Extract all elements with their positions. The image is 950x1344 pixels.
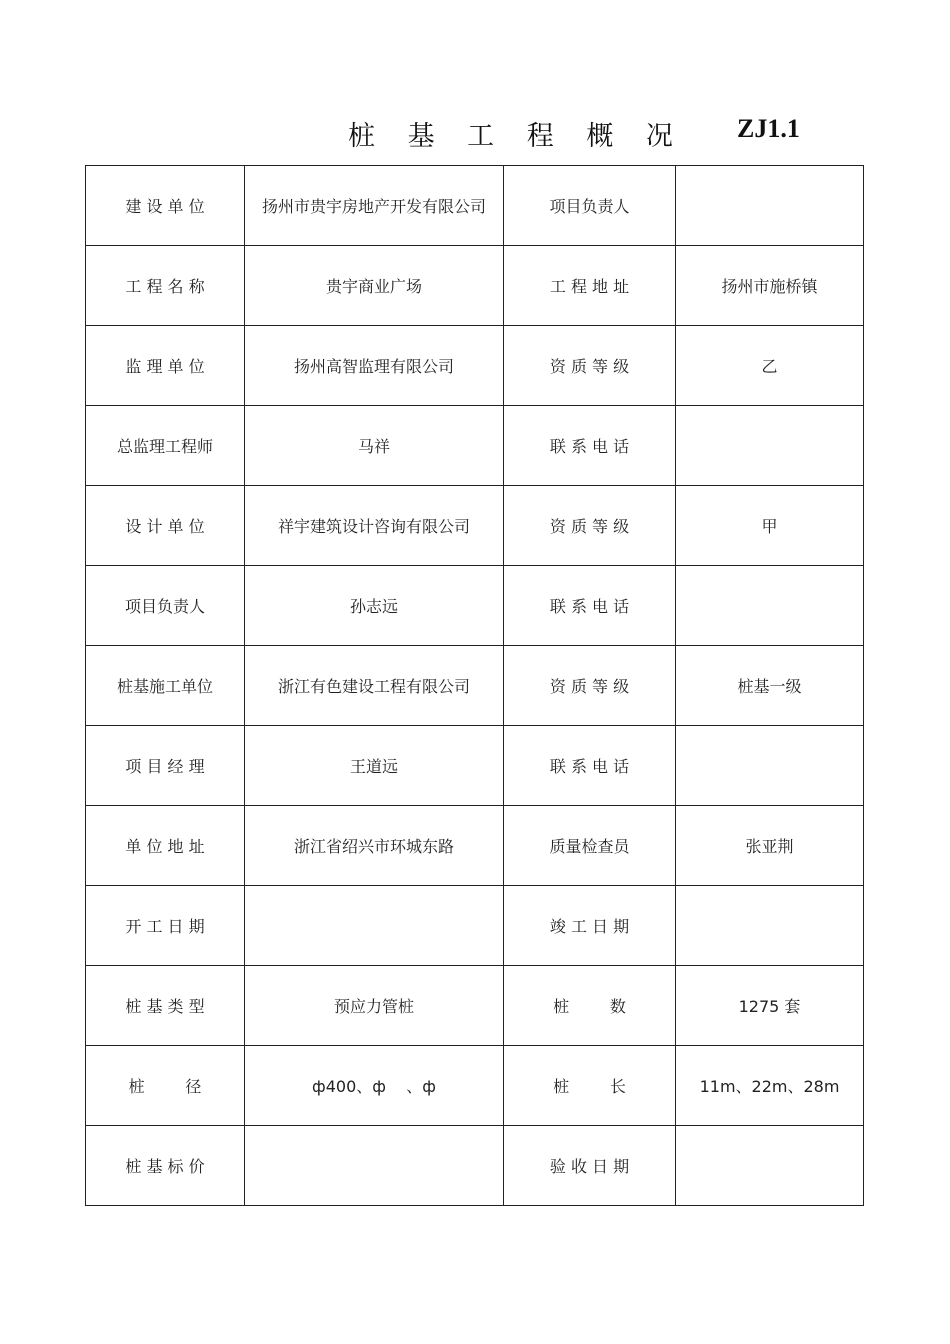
value-supervision-unit: 扬州高智监理有限公司 [245,326,504,406]
label-acceptance-date: 验 收 日 期 [504,1126,676,1206]
value-qualification-grade: 桩基一级 [676,646,864,726]
table-row [86,1126,864,1206]
value-project-name: 贵宇商业广场 [245,246,504,326]
table-row [86,1046,864,1126]
table-row [86,646,864,726]
label-project-address: 工 程 地 址 [504,246,676,326]
table-row [86,726,864,806]
label-supervision-unit: 监 理 单 位 [86,326,245,406]
value-qualification-grade: 乙 [676,326,864,406]
table-row [86,406,864,486]
value-project-leader [676,166,864,246]
value-completion-date [676,886,864,966]
label-construction-unit: 建 设 单 位 [86,166,245,246]
label-qualification-grade: 资 质 等 级 [504,486,676,566]
value-acceptance-date [676,1126,864,1206]
label-contact-phone: 联 系 电 话 [504,566,676,646]
form-code: ZJ1.1 [737,114,800,143]
label-start-date: 开 工 日 期 [86,886,245,966]
value-pile-type: 预应力管桩 [245,966,504,1046]
value-contact-phone [676,406,864,486]
label-quality-inspector: 质量检查员 [504,806,676,886]
table-row [86,966,864,1046]
label-pile-type: 桩 基 类 型 [86,966,245,1046]
label-pile-diameter: 桩 径 [86,1046,245,1126]
table-row [86,246,864,326]
value-project-leader: 孙志远 [245,566,504,646]
value-pile-length: 11m、22m、28m [676,1046,864,1126]
label-pile-length: 桩 长 [504,1046,676,1126]
label-project-name: 工 程 名 称 [86,246,245,326]
label-project-manager: 项 目 经 理 [86,726,245,806]
value-contact-phone [676,726,864,806]
table-row [86,326,864,406]
value-pile-price [245,1126,504,1206]
value-design-unit: 祥宇建筑设计咨询有限公司 [245,486,504,566]
label-unit-address: 单 位 地 址 [86,806,245,886]
label-design-unit: 设 计 单 位 [86,486,245,566]
table-row [86,806,864,886]
value-chief-supervisor: 马祥 [245,406,504,486]
value-qualification-grade: 甲 [676,486,864,566]
label-pile-construction-unit: 桩基施工单位 [86,646,245,726]
pile-foundation-overview-table [85,165,864,1206]
value-project-address: 扬州市施桥镇 [676,246,864,326]
page-title: 桩 基 工 程 概 况 [348,121,685,152]
value-contact-phone [676,566,864,646]
value-project-manager: 王道远 [245,726,504,806]
table-row [86,886,864,966]
table-row [86,166,864,246]
label-contact-phone: 联 系 电 话 [504,726,676,806]
value-construction-unit: 扬州市贵宇房地产开发有限公司 [245,166,504,246]
page-header [0,110,950,154]
value-quality-inspector: 张亚荆 [676,806,864,886]
label-project-leader: 项目负责人 [86,566,245,646]
label-qualification-grade: 资 质 等 级 [504,646,676,726]
label-contact-phone: 联 系 电 话 [504,406,676,486]
value-start-date [245,886,504,966]
value-unit-address: 浙江省绍兴市环城东路 [245,806,504,886]
value-pile-count: 1275 套 [676,966,864,1046]
label-pile-count: 桩 数 [504,966,676,1046]
label-pile-price: 桩 基 标 价 [86,1126,245,1206]
table-row [86,566,864,646]
table-row [86,486,864,566]
label-completion-date: 竣 工 日 期 [504,886,676,966]
value-pile-construction-unit: 浙江有色建设工程有限公司 [245,646,504,726]
label-qualification-grade: 资 质 等 级 [504,326,676,406]
value-pile-diameter: ф400、ф 、ф [245,1046,504,1126]
label-project-leader: 项目负责人 [504,166,676,246]
label-chief-supervisor: 总监理工程师 [86,406,245,486]
